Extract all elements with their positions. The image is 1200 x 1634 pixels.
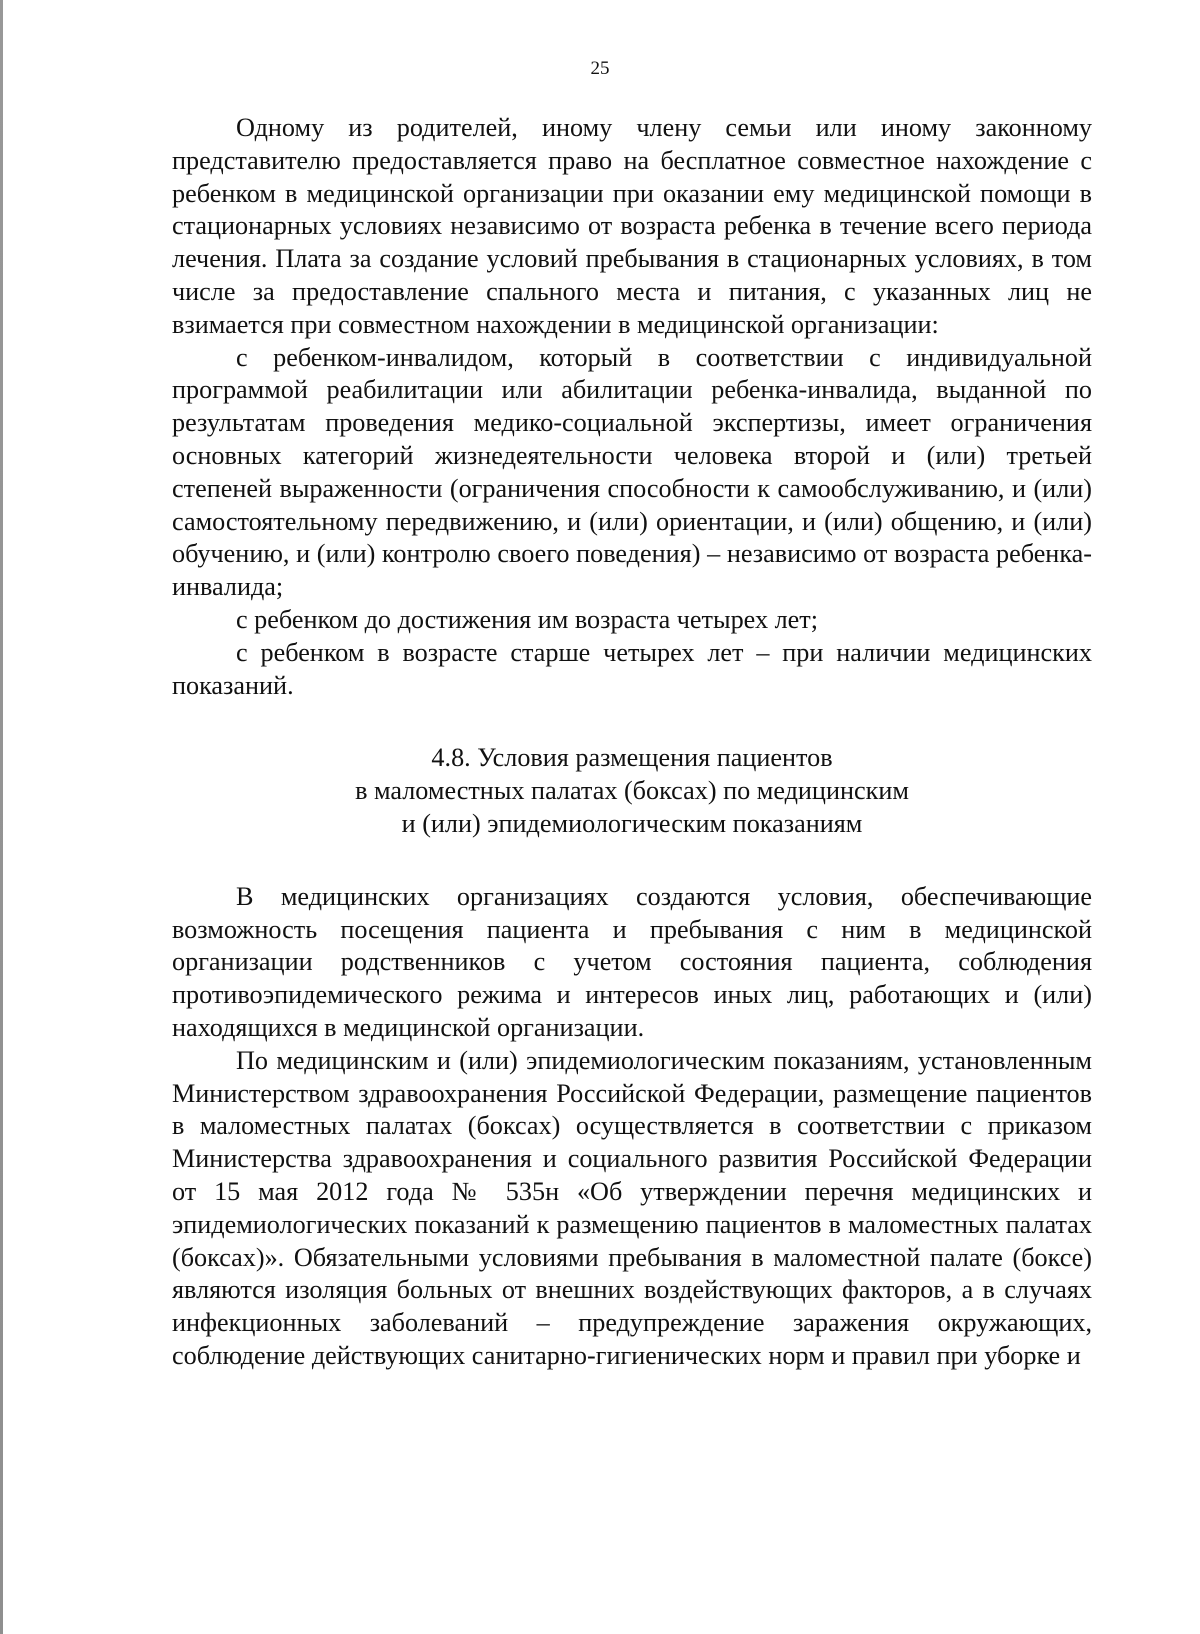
paragraph-disabled-child: с ребенком-инвалидом, который в соответствии с индивидуальной программой реабилитации или абилитации ребенка-инвалида, выданной по результатам проведения медико-социальной экспертизы, имеет ограничения основных категорий жизнедеятельности человека второй и (или) третьей степеней выраженности (ограничения способности к самообслуживанию, и (или) самостоятельному передвижению, и (или) ориентации, и (или) общению, и (или) обучению, и (или) контролю своего поведения) – независимо от возраста ребенка-инвалида; [172,342,1092,602]
paragraph-child-under-four: с ребенком до достижения им возраста четырех лет; [236,604,819,634]
scan-edge-shadow [0,0,3,1634]
section-heading-line-1: 4.8. Условия размещения пациентов [431,743,833,773]
document-body [172,112,1092,1373]
paragraph-isolation-wards: По медицинским и (или) эпидемиологическим показаниям, установленным Министерством здравоохранения Российской Федерации, размещение пациентов в маломестных палатах (боксах) осуществляется в соответствии с приказом Министерства здравоохранения и социального развития Российской Федерации от 15 мая 2012 года № 535н «Об утверждении перечня медицинских и эпидемиологических показаний к размещению пациентов в маломестных палатах (боксах)». Обязательными условиями пребывания в маломестной палате (боксе) являются изоляция больных от внешних воздействующих факторов, а в случаях инфекционных заболеваний – предупреждение заражения окружающих, соблюдение действующих санитарно-гигиенических норм и правил при уборке и [172,1045,1092,1370]
section-heading [172,742,1092,840]
paragraph-parent-stay: Одному из родителей, иному члену семьи или иному законному представителю предоставляется право на бесплатное совместное нахождение с ребенком в медицинской организации при оказании ему медицинской помощи в стационарных условиях независимо от возраста ребенка в течение всего периода лечения. Плата за создание условий пребывания в стационарных условиях, в том числе за предоставление спального места и питания, с указанных лиц не взимается при совместном нахождении в медицинской организации: [172,113,1092,339]
paragraph-child-over-four: с ребенком в возрасте старше четырех лет – при наличии медицинских показаний. [172,637,1092,700]
section-heading-line-3: и (или) эпидемиологическим показаниям [401,808,863,838]
section-heading-line-2: в маломестных палатах (боксах) по медицинским [355,776,909,806]
paragraph-visiting-conditions: В медицинских организациях создаются условия, обеспечивающие возможность посещения пациента и пребывания с ним в медицинской организации родственников с учетом состояния пациента, соблюдения противоэпидемического режима и интересов иных лиц, работающих и (или) находящихся в медицинской организации. [172,881,1092,1042]
page-number: 25 [590,58,610,79]
